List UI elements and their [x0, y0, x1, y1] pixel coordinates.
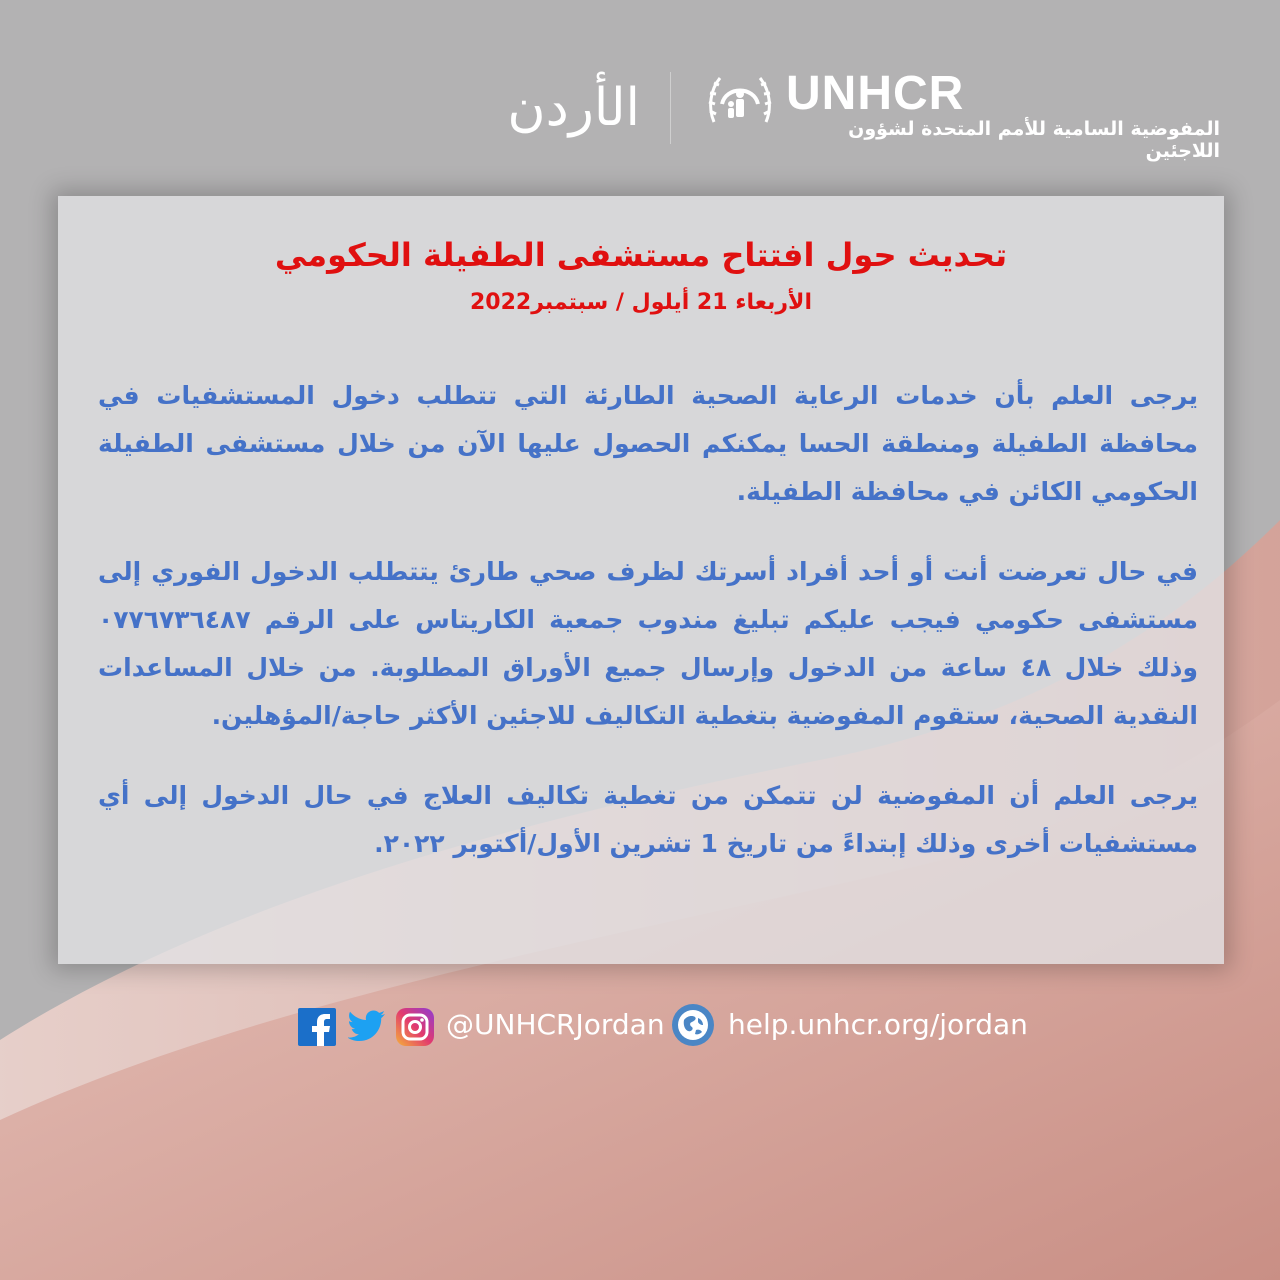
notice-card: [58, 196, 1224, 964]
facebook-icon[interactable]: [298, 1008, 336, 1046]
notice-date: الأربعاء 21 أيلول / سبتمبر2022: [470, 290, 812, 315]
unhcr-emblem-icon: [706, 70, 774, 130]
unhcr-logo: [700, 64, 1220, 162]
logo-text: UNHCR: [786, 67, 965, 120]
instagram-icon[interactable]: [396, 1008, 434, 1046]
logo-subtitle: المفوضية السامية للأمم المتحدة لشؤون اللاجئين: [848, 118, 1220, 162]
country-label: الأردن: [507, 78, 640, 138]
twitter-icon[interactable]: [348, 1010, 386, 1044]
paragraph-3: يرجى العلم أن المفوضية لن تتمكن من تغطية تكاليف العلاج في حال الدخول إلى أي مستشفيات أخرى وذلك إبتداءً من تاريخ 1 تشرين الأول/أكتوبر ٢٠٢٢.: [98, 781, 1198, 858]
website-link[interactable]: help.unhcr.org/jordan: [728, 1008, 1028, 1041]
header: [0, 0, 1280, 190]
paragraph-2: في حال تعرضت أنت أو أحد أفراد أسرتك لظرف صحي طارئ يتتطلب الدخول الفوري إلى مستشفى حكومي فيجب عليكم تبليغ مندوب جمعية الكاريتاس على الرقم ٠٧٧٦٧٣٦٤٨٧ وذلك خلال ٤٨ ساعة من الدخول وإرسال جميع الأوراق المطلوبة. من خلال المساعدات النقدية الصحية، ستقوم المفوضية بتغطية التكاليف للاجئين الأكثر حاجة/المؤهلين.: [98, 557, 1199, 730]
header-divider: [670, 72, 671, 144]
paragraph-1: يرجى العلم بأن خدمات الرعاية الصحية الطارئة التي تتطلب دخول المستشفيات في محافظة الطفيلة ومنطقة الحسا يمكنكم الحصول عليها الآن من خلال مستشفى الطفيلة الحكومي الكائن في محافظة الطفيلة.: [98, 381, 1198, 506]
globe-icon[interactable]: [670, 1002, 716, 1048]
notice-title: تحديث حول افتتاح مستشفى الطفيلة الحكومي: [274, 236, 1008, 274]
social-handle[interactable]: @UNHCRJordan: [446, 1008, 665, 1041]
